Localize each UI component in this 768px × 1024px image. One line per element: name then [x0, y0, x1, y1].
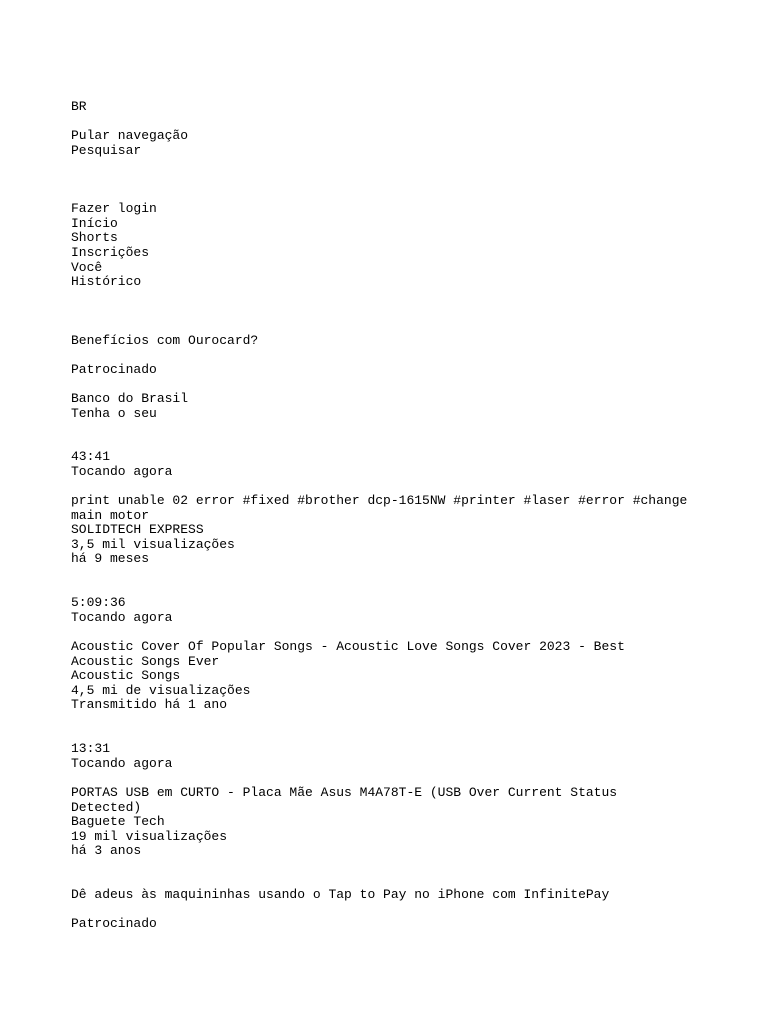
video-title[interactable]: Acoustic Cover Of Popular Songs - Acoustic Love Songs Cover 2023 - Best Acoustic Songs Ever [71, 639, 633, 669]
nav-item-you[interactable]: Você [71, 259, 103, 275]
page-content [71, 99, 696, 932]
nav-item-subscriptions[interactable]: Inscrições [71, 244, 150, 260]
sponsored-label: Patrocinado [71, 916, 157, 932]
nav-item-shorts[interactable]: Shorts [71, 230, 118, 246]
video-duration: 5:09:36 [71, 595, 126, 611]
video-duration: 43:41 [71, 449, 111, 465]
video-views: 4,5 mi de visualizações [71, 682, 251, 698]
video-age: há 3 anos [71, 843, 142, 859]
video-views: 3,5 mil visualizações [71, 536, 235, 552]
video-views: 19 mil visualizações [71, 828, 228, 844]
ad-title[interactable]: Dê adeus às maquininhas usando o Tap to Pay no iPhone com InfinitePay [71, 887, 610, 903]
nav-item-history[interactable]: Histórico [71, 274, 142, 290]
video-age: Transmitido há 1 ano [71, 697, 228, 713]
video-status: Tocando agora [71, 463, 173, 479]
video-status: Tocando agora [71, 755, 173, 771]
video-channel[interactable]: SOLIDTECH EXPRESS [71, 522, 204, 538]
sponsored-label: Patrocinado [71, 361, 157, 377]
ad-advertiser: Banco do Brasil [71, 390, 189, 406]
video-status: Tocando agora [71, 609, 173, 625]
video-duration: 13:31 [71, 741, 111, 757]
video-channel[interactable]: Acoustic Songs [71, 668, 181, 684]
video-age: há 9 meses [71, 551, 150, 567]
search-button[interactable]: Pesquisar [71, 142, 142, 158]
video-channel[interactable]: Baguete Tech [71, 814, 165, 830]
ad-cta-button[interactable]: Tenha o seu [71, 405, 157, 421]
ad-title[interactable]: Benefícios com Ourocard? [71, 332, 259, 348]
login-button[interactable]: Fazer login [71, 201, 157, 217]
video-title[interactable]: PORTAS USB em CURTO - Placa Mãe Asus M4A78T-E (USB Over Current Status Detected) [71, 784, 625, 815]
skip-navigation-link[interactable]: Pular navegação [71, 128, 189, 144]
country-code: BR [71, 99, 87, 114]
nav-item-home[interactable]: Início [71, 215, 118, 231]
video-title[interactable]: print unable 02 error #fixed #brother dcp-1615NW #printer #laser #error #change main motor [71, 493, 696, 523]
